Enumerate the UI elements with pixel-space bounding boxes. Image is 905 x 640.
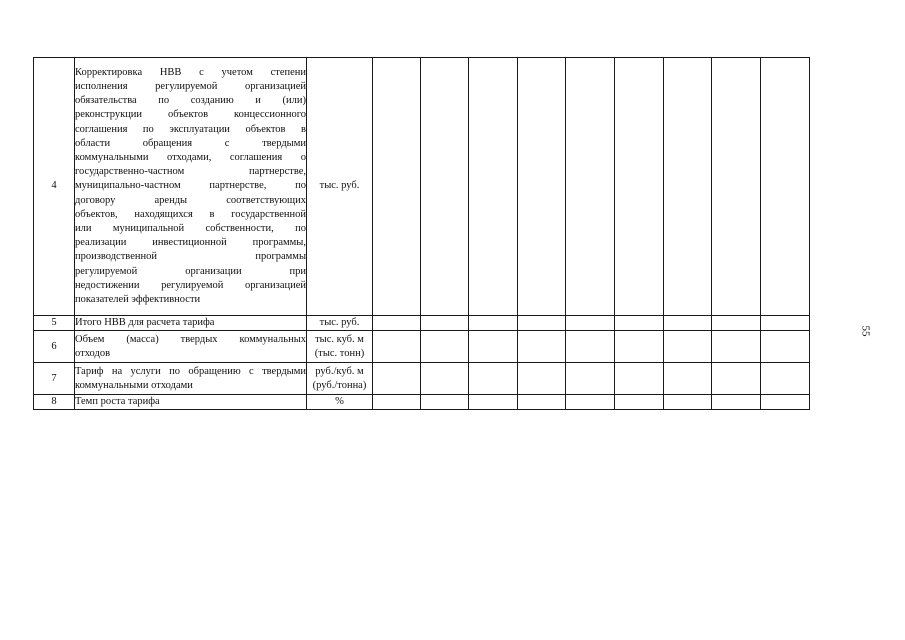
description-line: отходов [75, 347, 111, 359]
value-cell [664, 316, 712, 331]
unit-line: руб./куб. м [315, 365, 364, 377]
value-cell [518, 58, 566, 316]
description-line: объектов, находящихся в государственной [75, 208, 306, 220]
description-line: обязательства по созданию и (или) [75, 95, 306, 107]
table-row [34, 395, 810, 410]
value-cell [566, 316, 615, 331]
value-cell [469, 331, 518, 363]
unit-line: тыс. руб. [319, 317, 360, 328]
row-description [75, 331, 307, 363]
row-number: 7 [34, 363, 75, 395]
value-cell [615, 331, 664, 363]
value-cell [373, 58, 421, 316]
value-cell [518, 331, 566, 363]
description-line: Темп роста тарифа [75, 396, 160, 408]
row-description [75, 316, 307, 331]
value-cell [421, 395, 469, 410]
row-number: 6 [34, 331, 75, 363]
value-cell [469, 363, 518, 395]
unit-line: % [335, 396, 344, 408]
row-number: 4 [34, 58, 75, 316]
value-cell [373, 395, 421, 410]
unit-line: (руб./тонна) [312, 379, 367, 391]
row-number: 8 [34, 395, 75, 410]
value-cell [373, 331, 421, 363]
value-cell [761, 331, 810, 363]
row-description [75, 363, 307, 395]
description-line: производственной программы [75, 251, 306, 263]
value-cell [712, 363, 761, 395]
value-cell [712, 316, 761, 331]
value-cell [373, 363, 421, 395]
row-unit [307, 316, 373, 331]
value-cell [566, 58, 615, 316]
value-cell [566, 331, 615, 363]
description-line: реконструкции объектов концессионного [75, 109, 306, 121]
row-description [75, 395, 307, 410]
description-line: Объем (масса) твердых коммунальных [75, 333, 306, 345]
table-row [34, 331, 810, 363]
table-row [34, 363, 810, 395]
description-line: недостижении регулируемой организацией [75, 279, 306, 291]
description-line: государственно-частном партнерстве, [75, 166, 306, 178]
row-unit [307, 395, 373, 410]
value-cell [469, 58, 518, 316]
value-cell [761, 363, 810, 395]
description-line: Тариф на услуги по обращению с твердыми [75, 365, 306, 377]
value-cell [421, 58, 469, 316]
value-cell [469, 395, 518, 410]
value-cell [761, 316, 810, 331]
unit-line: тыс. куб. м [315, 333, 364, 345]
table-row [34, 58, 810, 316]
value-cell [615, 316, 664, 331]
value-cell [469, 316, 518, 331]
value-cell [615, 58, 664, 316]
row-number: 5 [34, 316, 75, 331]
description-line: муниципально-частном партнерстве, по [75, 180, 306, 192]
description-line: Корректировка НВВ с учетом степени [75, 66, 306, 78]
value-cell [761, 395, 810, 410]
value-cell [518, 395, 566, 410]
value-cell [615, 363, 664, 395]
row-description [75, 58, 307, 316]
table-body [34, 58, 810, 410]
value-cell [761, 58, 810, 316]
value-cell [615, 395, 664, 410]
value-cell [373, 316, 421, 331]
tariff-table [33, 57, 810, 410]
value-cell [518, 316, 566, 331]
value-cell [664, 395, 712, 410]
value-cell [421, 316, 469, 331]
value-cell [712, 395, 761, 410]
row-unit [307, 331, 373, 363]
description-line: исполнения регулируемой организацией [75, 80, 306, 92]
description-line: коммунальными отходами [75, 379, 193, 391]
value-cell [421, 331, 469, 363]
value-cell [664, 363, 712, 395]
unit-line: (тыс. тонн) [314, 347, 365, 359]
row-unit [307, 363, 373, 395]
description-line: показателей эффективности [75, 294, 201, 306]
description-line: соглашения по эксплуатации объектов в [75, 123, 306, 135]
value-cell [664, 331, 712, 363]
description-line: Итого НВВ для расчета тарифа [75, 317, 215, 328]
value-cell [664, 58, 712, 316]
value-cell [566, 395, 615, 410]
page-number: 55 [859, 325, 872, 337]
description-line: договору аренды соответствующих [75, 194, 306, 206]
description-line: коммунальными отходами, соглашения о [75, 151, 306, 163]
value-cell [421, 363, 469, 395]
value-cell [712, 58, 761, 316]
description-line: регулируемой организации при [75, 265, 306, 277]
row-unit [307, 58, 373, 316]
value-cell [566, 363, 615, 395]
table-row [34, 316, 810, 331]
value-cell [712, 331, 761, 363]
description-line: области обращения с твердыми [75, 137, 306, 149]
description-line: или муниципальной собственности, по [75, 223, 306, 234]
value-cell [518, 363, 566, 395]
description-line: реализации инвестиционной программы, [75, 237, 306, 249]
unit-line: тыс. руб. [319, 180, 360, 192]
